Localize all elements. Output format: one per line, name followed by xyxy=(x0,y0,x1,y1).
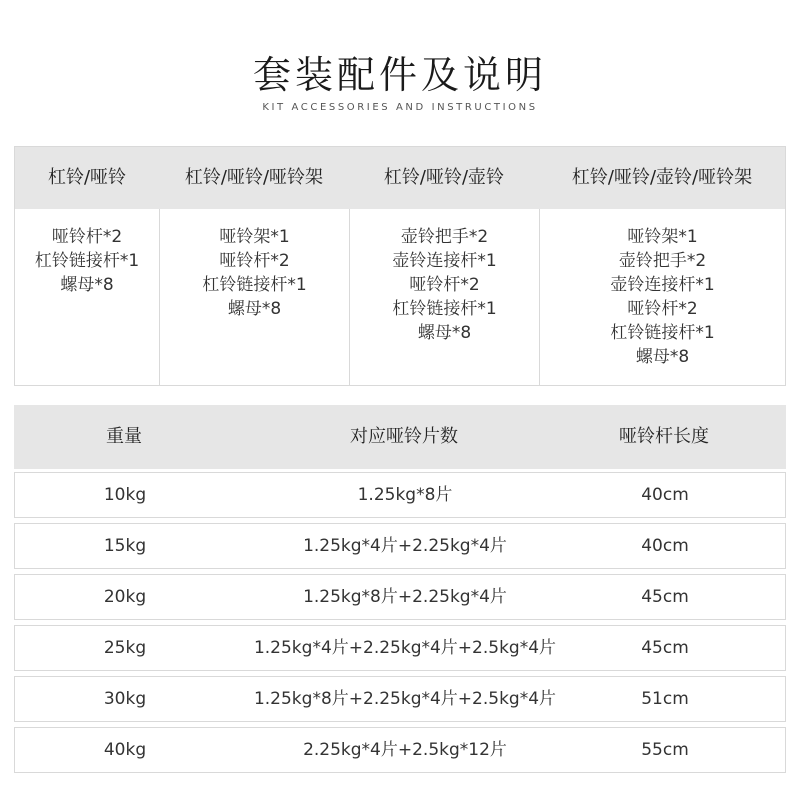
kit-item: 壶铃把手*2 xyxy=(618,251,707,271)
kit-item: 螺母*8 xyxy=(60,275,114,295)
kit-item: 哑铃架*1 xyxy=(219,227,290,247)
kit-item: 哑铃杆*2 xyxy=(51,227,123,247)
page-subtitle: KIT ACCESSORIES AND INSTRUCTIONS xyxy=(262,102,538,113)
kit-item: 杠铃链接杆*1 xyxy=(610,323,715,343)
bar-length-cell: 55cm xyxy=(641,740,689,760)
weight-cell: 25kg xyxy=(103,638,147,658)
weight-header: 重量 xyxy=(106,426,142,447)
kit-accessories-table xyxy=(14,146,786,386)
kit-cell-3 xyxy=(349,209,539,385)
weight-cell: 30kg xyxy=(103,689,147,709)
kit-item: 杠铃链接杆*1 xyxy=(34,251,140,271)
kit-item: 壶铃把手*2 xyxy=(400,227,489,247)
bar-length-header: 哑铃杆长度 xyxy=(619,426,709,447)
bar-length-cell: 40cm xyxy=(641,536,689,556)
plates-cell: 1.25kg*4片+2.25kg*4片+2.5kg*4片 xyxy=(253,638,557,658)
weight-cell: 20kg xyxy=(103,587,147,607)
bar-length-cell: 51cm xyxy=(641,689,689,709)
kit-item: 螺母*8 xyxy=(227,299,282,319)
table-row xyxy=(14,676,786,722)
kit-cell-4 xyxy=(539,209,785,385)
weight-cell: 40kg xyxy=(103,740,147,760)
plates-cell: 1.25kg*8片+2.25kg*4片 xyxy=(303,587,507,607)
kit-header-2: 杠铃/哑铃/哑铃架 xyxy=(184,167,324,188)
table-row xyxy=(14,625,786,671)
bar-length-cell: 45cm xyxy=(641,638,689,658)
kit-item: 壶铃连接杆*1 xyxy=(392,251,497,271)
weight-cell: 10kg xyxy=(103,485,147,505)
kit-table-header xyxy=(15,147,785,209)
kit-cell-2 xyxy=(159,209,349,385)
weight-table-header xyxy=(14,405,786,469)
kit-item: 哑铃架*1 xyxy=(627,227,698,247)
table-row xyxy=(14,574,786,620)
kit-item: 哑铃杆*2 xyxy=(409,275,480,295)
plates-cell: 1.25kg*4片+2.25kg*4片 xyxy=(303,536,507,556)
page-title: 套装配件及说明 xyxy=(252,53,547,97)
kit-header-3: 杠铃/哑铃/壶铃 xyxy=(383,167,505,188)
kit-item: 哑铃杆*2 xyxy=(627,299,698,319)
kit-item: 杠铃链接杆*1 xyxy=(202,275,307,295)
bar-length-cell: 40cm xyxy=(641,485,689,505)
table-row xyxy=(14,472,786,518)
table-row xyxy=(14,727,786,773)
plates-cell: 2.25kg*4片+2.5kg*12片 xyxy=(303,740,507,760)
kit-item: 螺母*8 xyxy=(635,347,690,367)
kit-header-1: 杠铃/哑铃 xyxy=(47,167,127,188)
table-row xyxy=(14,523,786,569)
bar-length-cell: 45cm xyxy=(641,587,689,607)
kit-item: 螺母*8 xyxy=(417,323,472,343)
plates-cell: 1.25kg*8片 xyxy=(357,485,453,505)
kit-item: 哑铃杆*2 xyxy=(219,251,290,271)
kit-item: 壶铃连接杆*1 xyxy=(610,275,715,295)
weight-cell: 15kg xyxy=(103,536,147,556)
plates-header: 对应哑铃片数 xyxy=(350,426,458,447)
kit-header-4: 杠铃/哑铃/壶铃/哑铃架 xyxy=(571,167,753,188)
kit-cell-1 xyxy=(15,209,159,385)
kit-item: 杠铃链接杆*1 xyxy=(392,299,497,319)
plates-cell: 1.25kg*8片+2.25kg*4片+2.5kg*4片 xyxy=(253,689,557,709)
